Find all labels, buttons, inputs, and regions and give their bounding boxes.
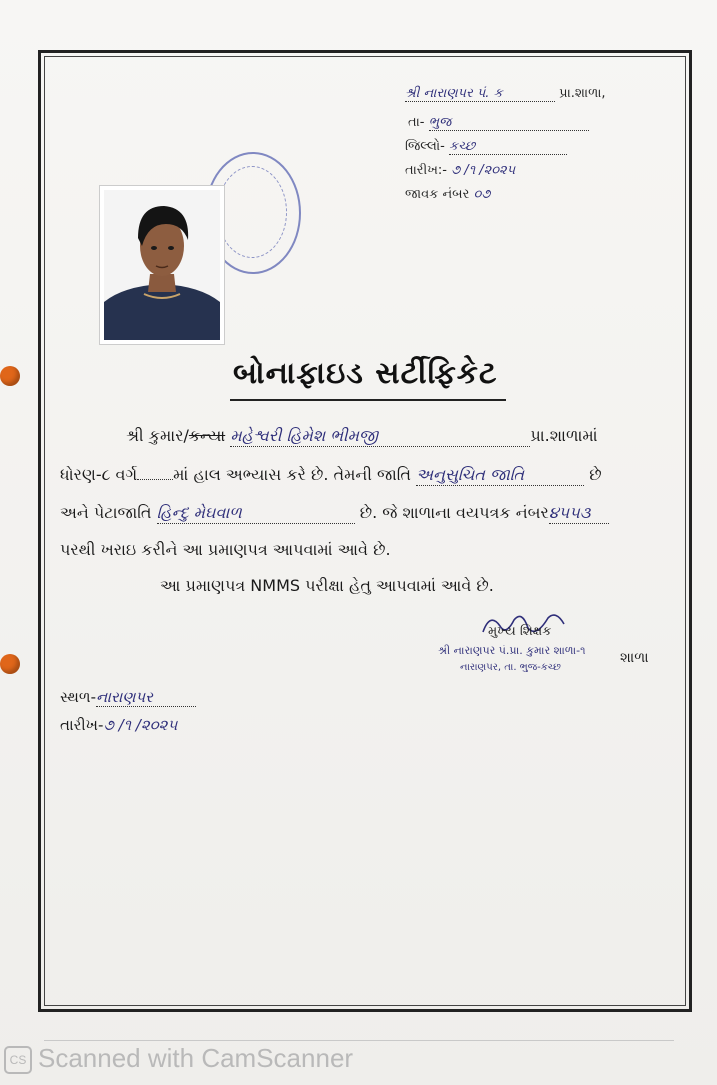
header-date-label: તારીખ:-	[405, 163, 447, 178]
taluka-value: ભુજ	[429, 115, 589, 131]
subcaste-label: અને પેટાજાતિ	[60, 503, 152, 522]
headmaster-designation: મુખ્ય શિક્ષક	[488, 624, 552, 639]
certificate-title: બોનાફાઇડ સર્ટીફિકેટ	[233, 356, 498, 391]
place-label: સ્થળ-	[60, 688, 97, 706]
line2-suffix: છે	[589, 465, 602, 484]
subcaste-value: હિન્દુ મેઘવાળ	[157, 503, 355, 524]
body-line-5-nmms: આ પ્રમાણપત્ર NMMS પરીક્ષા હેતુ આપવામાં આવે છે.	[160, 576, 494, 595]
bottom-rule	[44, 1040, 674, 1041]
body-line-3	[60, 503, 609, 524]
body-line-4: પરથી ખરાઇ કરીને આ પ્રમાણપત્ર આપવામાં આવે છે.	[60, 540, 391, 559]
line3-middle: છે. જે શાળાના વયપત્રક નંબર	[359, 503, 549, 522]
camscanner-text: Scanned with CamScanner	[38, 1043, 354, 1073]
line1-struck-text: કન્યા	[188, 426, 226, 445]
outward-number-value: ૦૭	[473, 187, 491, 202]
date-label: તારીખ-	[60, 716, 104, 734]
address-school-line	[405, 86, 606, 102]
school-stamp-text: શ્રી નારાણપર પં.પ્રા. કુમાર શાળા-૧	[438, 644, 586, 657]
date-row	[60, 716, 177, 734]
line1-suffix: પ્રા.શાળામાં	[530, 426, 598, 445]
punch-hole-top	[0, 366, 20, 386]
school-round-stamp-inner	[217, 166, 287, 258]
place-value: નારાણપર	[96, 688, 196, 707]
body-line-2	[60, 465, 602, 486]
header-date-value: ૭ /૧ /૨૦૨૫	[451, 163, 516, 178]
address-outward	[405, 187, 490, 202]
district-label: જિલ્લો-	[405, 139, 445, 154]
signature-block	[430, 610, 660, 680]
school-stamp-address: નારાણપર, તા. ભુજ-કચ્છ	[460, 662, 561, 673]
date-value: ૭ /૧ /૨૦૨૫	[103, 716, 178, 734]
school-name-handwritten: શ્રી નારાણપર પં. ક	[405, 86, 555, 102]
school-suffix-label: શાળા	[620, 650, 649, 666]
student-photo	[100, 186, 224, 344]
body-line-1	[126, 426, 598, 447]
standard-label: ધોરણ-૮ વર્ગ	[60, 465, 138, 484]
address-district	[405, 139, 567, 155]
address-date	[405, 163, 515, 178]
outward-number-label: જાવક નંબર	[405, 187, 470, 202]
camscanner-watermark	[4, 1043, 353, 1074]
line2-middle: માં હાલ અભ્યાસ કરે છે. તેમની જાતિ	[173, 465, 411, 484]
place-row	[60, 688, 196, 707]
line1-prefix: શ્રી કુમાર/	[126, 426, 189, 445]
district-value: કચ્છ	[449, 139, 567, 155]
register-number: ૪૫૫૩	[549, 503, 609, 524]
school-suffix: પ્રા.શાળા,	[559, 86, 606, 101]
caste-value: અનુસુચિત જાતિ	[416, 465, 584, 486]
address-taluka	[408, 115, 589, 131]
student-portrait-image	[104, 190, 220, 340]
title-underline	[230, 399, 506, 401]
taluka-label: તા-	[408, 115, 425, 130]
camscanner-icon: CS	[4, 1046, 32, 1074]
student-name: મહેશ્વરી હિમેશ ભીમજી	[230, 426, 530, 447]
punch-hole-bottom	[0, 654, 20, 674]
